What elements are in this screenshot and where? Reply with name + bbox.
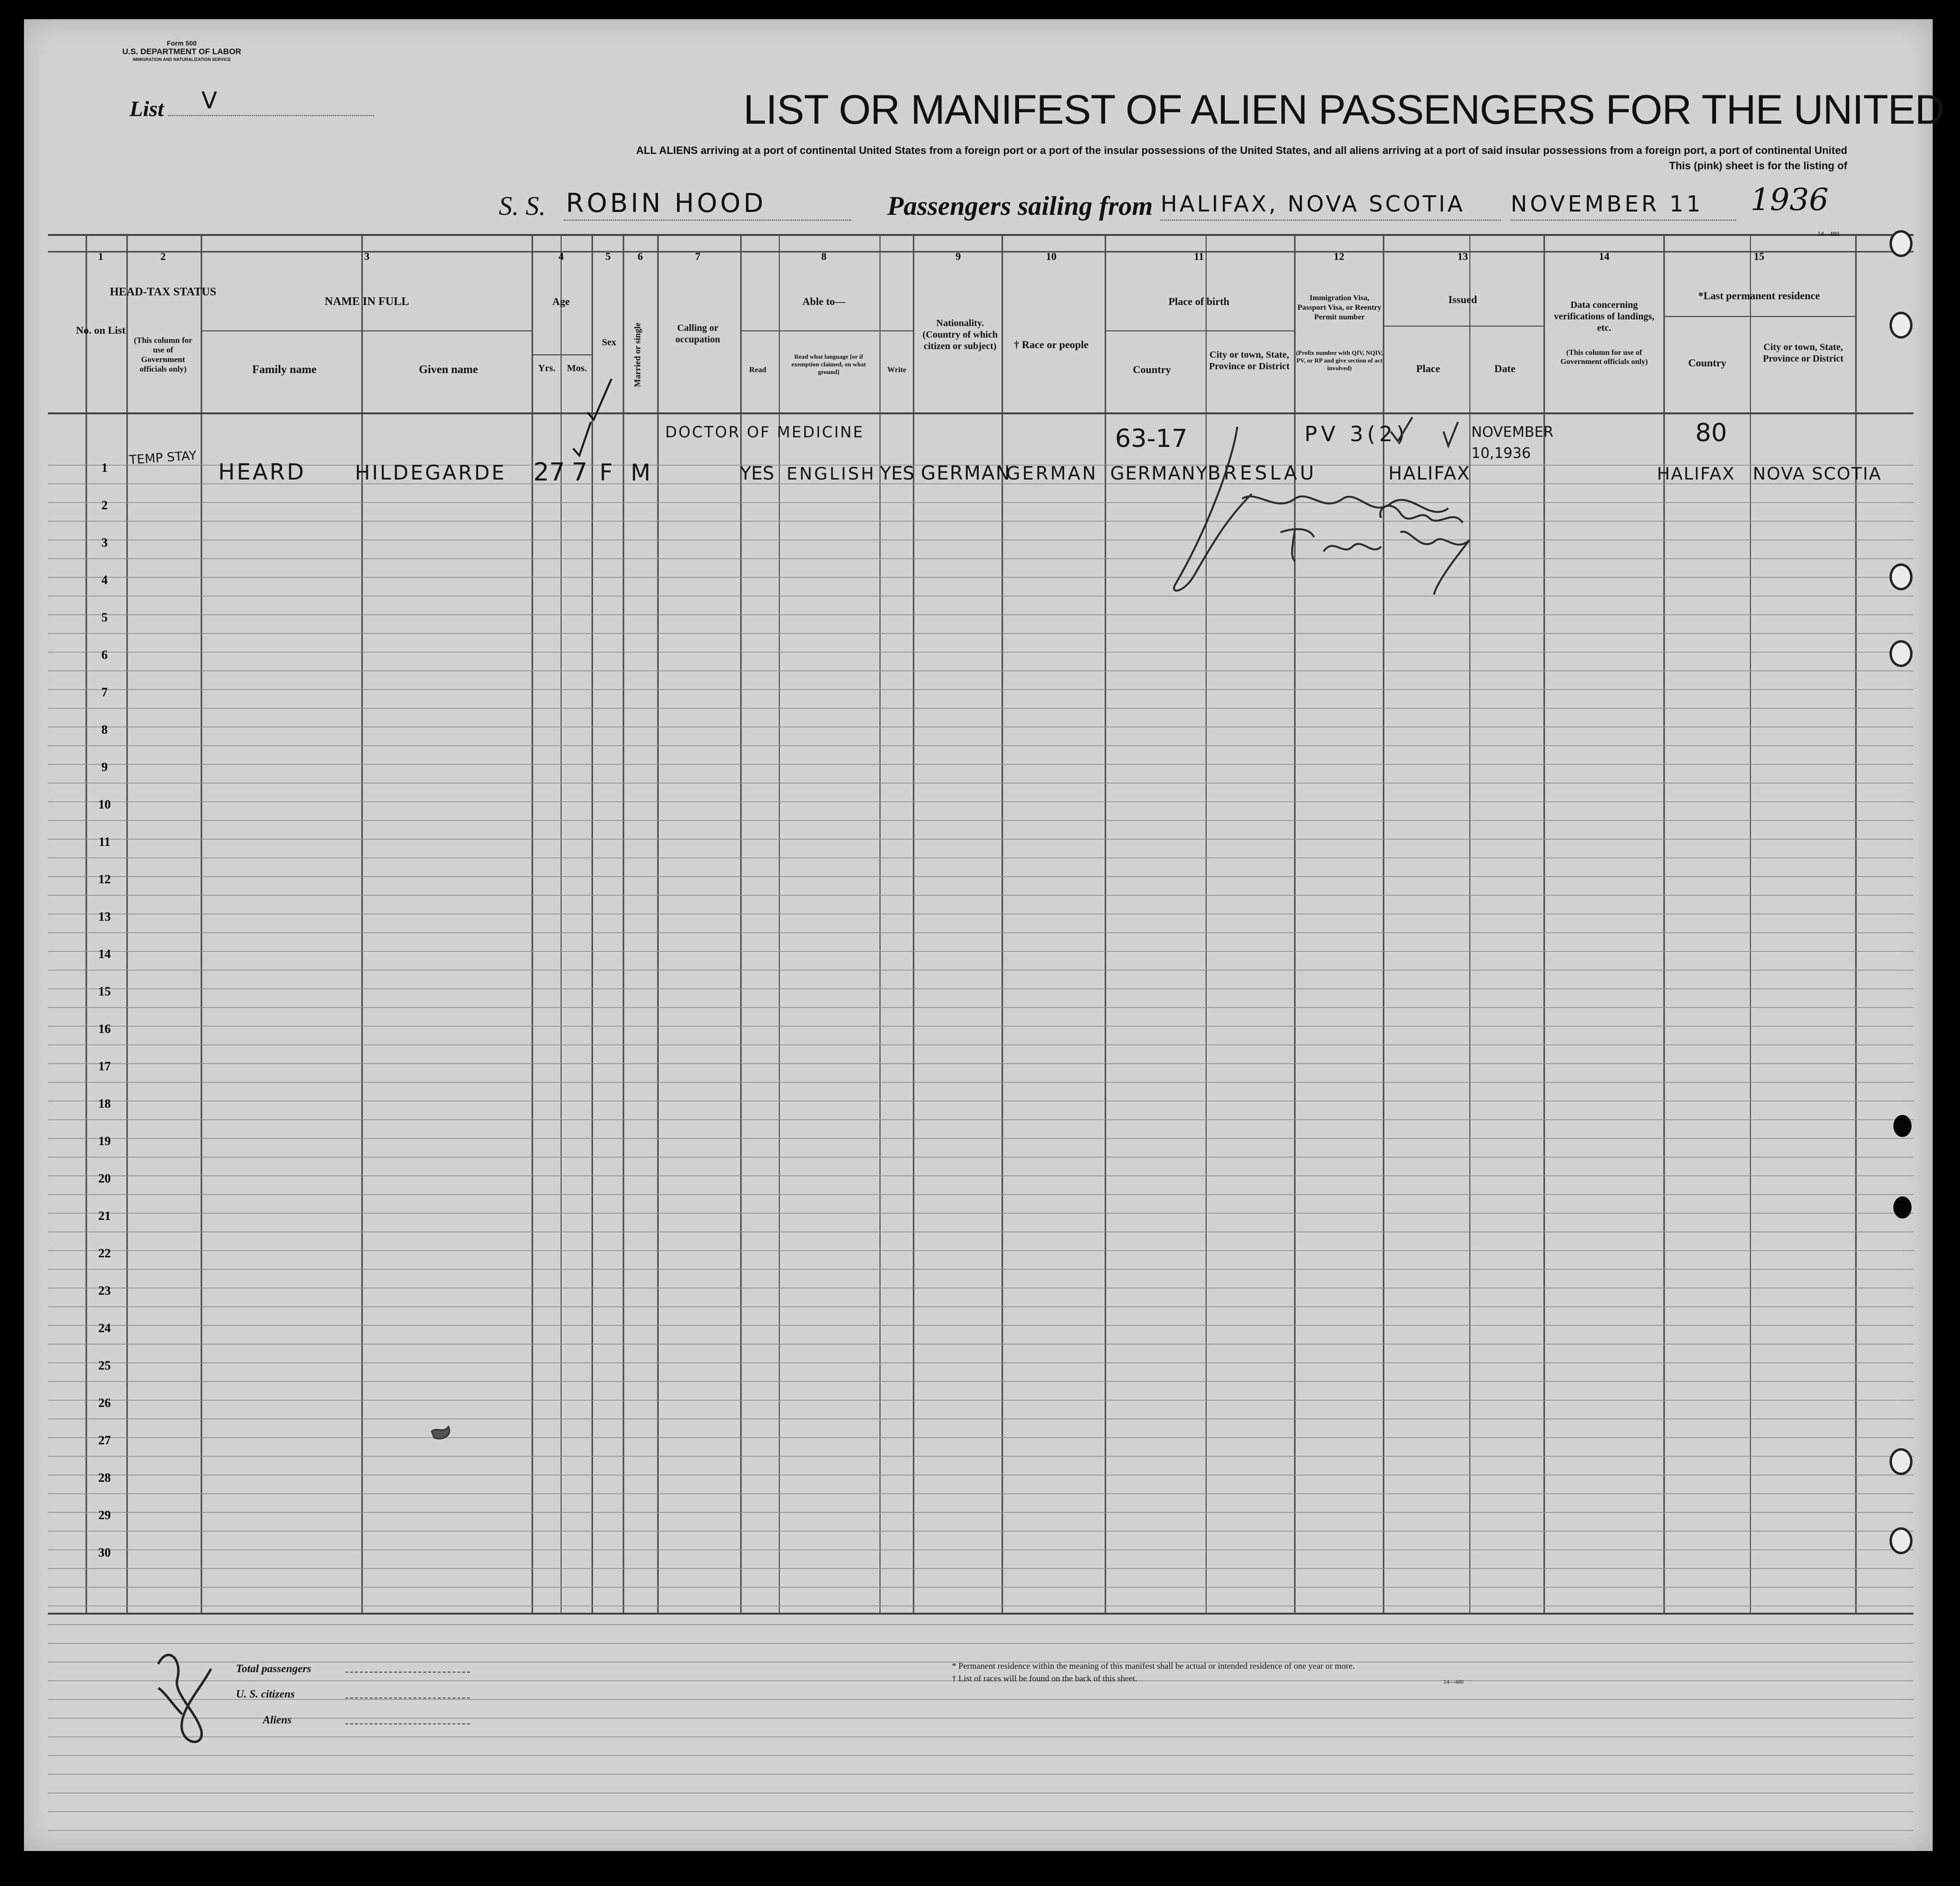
subtitle-line-1: ALL ALIENS arriving at a port of continental United States from a foreign port or a port of the insular possessions of the United States, and all aliens arriving at a port of said insular possessions from a foreign port, a port of continental United [636, 144, 1847, 156]
row-number: 12 [98, 872, 111, 886]
row-number: 18 [98, 1097, 111, 1111]
binder-hole [1890, 230, 1913, 257]
row-number: 7 [101, 685, 108, 699]
read-language: ENGLISH [786, 464, 876, 484]
binder-hole [1890, 1448, 1913, 1475]
hdr-age: Age [552, 295, 570, 307]
hdr-family-name: Family name [252, 363, 317, 376]
column-number: 12 [1334, 250, 1344, 262]
row-number: 3 [101, 536, 108, 550]
head-tax-status: TEMP STAY [129, 448, 197, 468]
can-read: YES [740, 463, 775, 484]
row-number: 16 [98, 1022, 111, 1036]
row-number: 21 [98, 1209, 111, 1223]
row-number: 20 [98, 1171, 111, 1185]
hdr-head-tax-note-fo [130, 336, 196, 393]
row-number: 24 [98, 1321, 111, 1335]
race: GERMAN [1006, 463, 1098, 484]
column-number: 1 [98, 250, 104, 262]
visa-number: PV 3(2) [1304, 422, 1408, 446]
hdr-no: No. on List [76, 324, 126, 336]
hdr-res-city-fo [1750, 341, 1856, 394]
row-number: 4 [101, 573, 108, 587]
binder-hole [1893, 1196, 1912, 1218]
occupation: DOCTOR OF MEDICINE [665, 423, 864, 441]
hdr-calling-fo [667, 322, 729, 380]
aliens-label: Aliens [263, 1714, 292, 1726]
hdr-nationality-fo [917, 317, 1003, 385]
hdr-read: Read [749, 366, 766, 374]
row-number: 1 [101, 461, 108, 475]
age-months: 7 [572, 458, 588, 487]
ship-name: ROBIN HOOD [566, 188, 766, 218]
binder-hole [1890, 563, 1913, 590]
department-name: U.S. DEPARTMENT OF LABOR [122, 47, 242, 56]
family-name: HEARD [218, 459, 306, 485]
column-number: 2 [160, 250, 166, 262]
hdr-birth-city-fo [1204, 349, 1295, 397]
list-value: V [201, 87, 217, 114]
hdr-race: † Race or people [1014, 339, 1089, 351]
row-number: 17 [98, 1059, 111, 1073]
hdr-nationality: Nationality. (Country of which citizen or subject) [922, 318, 998, 351]
marital-status: M [631, 459, 651, 486]
hdr-calling: Calling or occupation [675, 323, 720, 345]
hdr-visa-note: (Prefix number with QIV, NQIV, PV, or RP and give section of act involved) [1296, 349, 1383, 372]
row-number: 10 [98, 797, 111, 811]
hdr-write: Write [887, 366, 906, 374]
issued-date: NOVEMBER 10,1936 [1471, 424, 1554, 462]
footnote-residence: * Permanent residence within the meaning of this manifest shall be actual or intended residence of one year or more. [952, 1661, 1355, 1671]
footer-initials [158, 1655, 211, 1742]
footer-code: 14—480 [1444, 1678, 1464, 1685]
hdr-data-verif: Data concerning verifications of landings, etc. [1554, 300, 1655, 333]
row-number: 9 [101, 760, 108, 774]
row-number: 8 [101, 723, 108, 737]
corner-code: 14—480 [1818, 231, 1840, 237]
column-number: 3 [364, 250, 370, 262]
residence-city: NOVA SCOTIA [1753, 464, 1882, 484]
column-number: 9 [955, 250, 961, 262]
row-number: 19 [98, 1134, 111, 1148]
row-number: 6 [101, 648, 108, 662]
column-number: 11 [1194, 250, 1204, 262]
age-years: 27 [533, 458, 565, 487]
binder-hole [1890, 640, 1913, 667]
sailing-label: Passengers sailing from [887, 191, 1153, 221]
row-number: 26 [98, 1396, 111, 1410]
birth-annotation: 63-17 [1115, 424, 1188, 453]
row-number: 29 [98, 1508, 111, 1522]
hdr-res-city: City or town, State, Province or District [1762, 342, 1844, 364]
hdr-issued-place: Place [1416, 363, 1441, 375]
hdr-sex: Sex [602, 337, 616, 348]
column-number: 10 [1046, 250, 1056, 262]
hdr-birth-city: City or town, State, Province or District [1209, 350, 1290, 372]
row-number: 22 [98, 1246, 111, 1260]
hdr-data-verif-fo [1549, 299, 1659, 347]
column-number: 5 [605, 250, 611, 262]
total-passengers-label: Total passengers [236, 1663, 311, 1675]
residence-country: HALIFAX [1657, 464, 1736, 484]
issued-place: HALIFAX [1388, 463, 1471, 484]
hdr-visa-fo [1296, 293, 1383, 347]
hdr-head-tax-note: (This column for use of Government officials only) [134, 336, 192, 374]
hdr-res-country: Country [1688, 357, 1726, 369]
nationality: GERMAN [921, 462, 1011, 484]
binder-hole [1890, 1527, 1913, 1554]
column-number: 15 [1754, 250, 1764, 262]
binder-hole [1893, 1115, 1912, 1137]
hdr-issued-date: Date [1494, 363, 1515, 375]
hdr-visa-note-fo [1296, 349, 1383, 397]
list-label: List [129, 96, 164, 121]
row-number: 15 [98, 984, 111, 998]
check-mark [573, 422, 591, 456]
aliens-line [345, 1723, 470, 1724]
binder-hole [1890, 312, 1913, 339]
hdr-married: Married or single [633, 322, 642, 387]
issued-date-fo [1471, 422, 1558, 484]
row-number: 2 [101, 498, 108, 512]
row-number: 28 [98, 1471, 111, 1485]
hdr-given-name: Given name [419, 363, 478, 376]
row-number: 23 [98, 1284, 111, 1298]
row-number: 25 [98, 1359, 111, 1372]
hdr-data-verif-note: (This column for use of Government officials only) [1560, 349, 1648, 366]
row-number: 27 [98, 1433, 111, 1447]
form-number: Form 500 [166, 39, 197, 47]
hdr-read-language-fo [781, 353, 877, 396]
row-number: 5 [101, 610, 108, 624]
row-number: 13 [98, 910, 111, 924]
us-citizens-label: U. S. citizens [236, 1688, 295, 1700]
hdr-name-in-full: NAME IN FULL [324, 295, 410, 308]
total-passengers-line [345, 1672, 470, 1673]
page-title: LIST OR MANIFEST OF ALIEN PASSENGERS FOR THE UNITED [743, 87, 1945, 133]
column-number: 7 [695, 250, 701, 262]
service-name: IMMIGRATION AND NATURALIZATION SERVICE [132, 57, 231, 62]
given-name: HILDEGARDE [355, 461, 506, 484]
hdr-issued: Issued [1448, 293, 1477, 305]
column-number: 14 [1599, 250, 1609, 262]
can-write: YES [880, 463, 915, 484]
us-citizens-line [345, 1698, 470, 1699]
row-number: 11 [98, 835, 111, 849]
hdr-head-tax: HEAD-TAX STATUS [109, 286, 217, 298]
hdr-yrs: Yrs. [538, 363, 556, 374]
hdr-visa: Immigration Visa, Passport Visa, or Reentry Permit number [1297, 294, 1382, 321]
birth-country: GERMANY [1110, 463, 1209, 484]
residence-annotation: 80 [1695, 419, 1727, 447]
hdr-last-residence: *Last permanent residence [1698, 290, 1820, 302]
sex-value: F [599, 459, 613, 486]
hdr-read-language: Read what language [or if exemption claimed, on what ground] [791, 353, 866, 375]
birth-city: BRESLAU [1208, 462, 1317, 484]
column-number: 6 [637, 250, 643, 262]
ship-label: S. S. [499, 191, 546, 221]
column-number: 13 [1457, 250, 1468, 262]
footnote-races: † List of races will be found on the back of this sheet. [952, 1674, 1138, 1683]
row-number: 30 [98, 1546, 111, 1559]
column-number: 8 [821, 250, 827, 262]
sailing-port: HALIFAX, NOVA SCOTIA [1161, 191, 1465, 217]
hdr-data-verif-note-fo [1554, 348, 1655, 396]
sailing-date: NOVEMBER 11 [1511, 191, 1703, 217]
hdr-able-to: Able to— [802, 295, 845, 307]
column-number: 4 [558, 250, 564, 262]
hdr-birth-country: Country [1133, 363, 1171, 375]
subtitle-line-2: This (pink) sheet is for the listing of [1669, 160, 1847, 172]
sailing-year: 1936 [1750, 182, 1829, 218]
ink-mark [432, 1427, 449, 1439]
row-number: 14 [98, 947, 111, 961]
hdr-place-of-birth: Place of birth [1168, 295, 1230, 307]
hdr-mos: Mos. [567, 363, 587, 374]
